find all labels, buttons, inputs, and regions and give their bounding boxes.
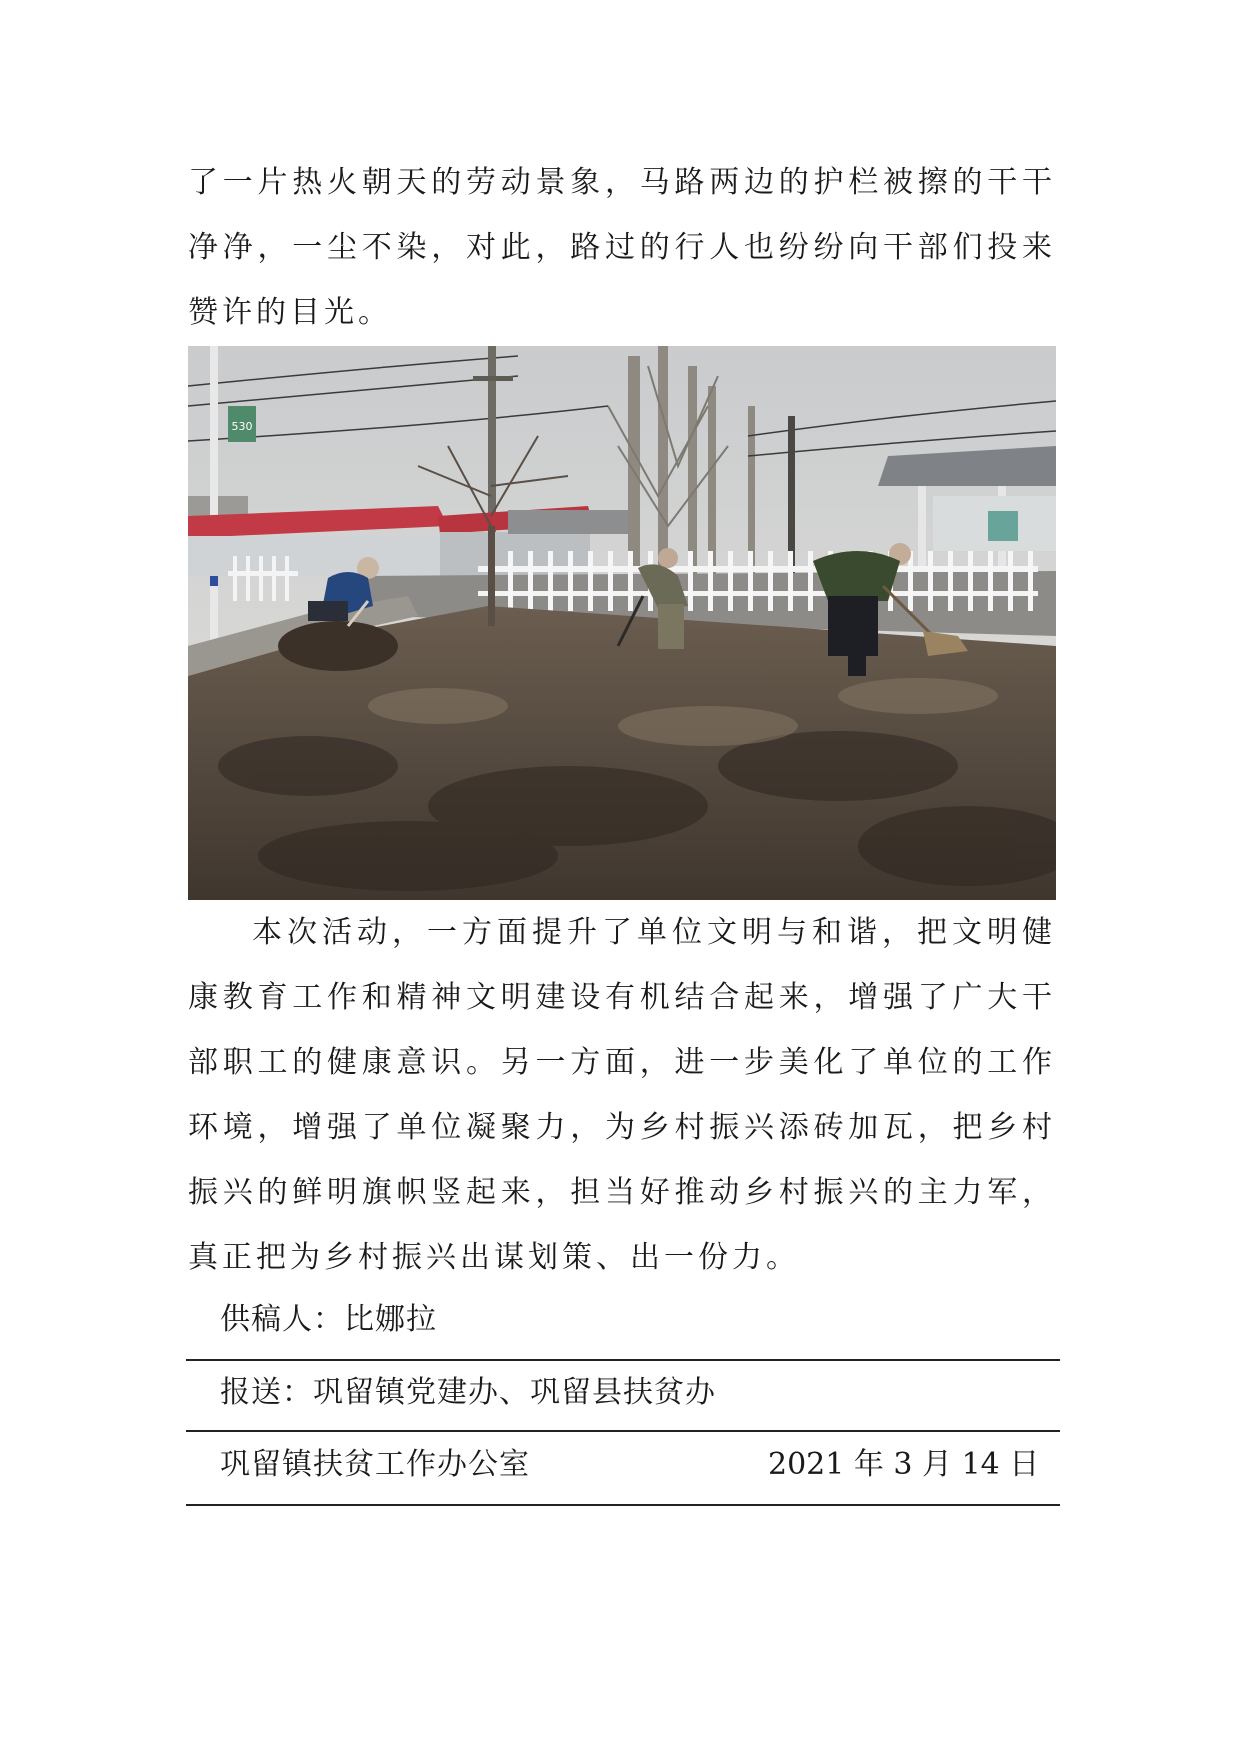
- divider-line: [186, 1504, 1060, 1506]
- paragraph-continued: 了一片热火朝天的劳动景象，马路两边的护栏被擦的干干净净，一尘不染，对此，路过的行人也纷纷向干部们投来赞许的目光。: [188, 165, 1056, 330]
- road-sign-number: 530: [231, 420, 253, 433]
- recipients-line: 报送：巩留镇党建办、巩留县扶贫办: [220, 1375, 716, 1410]
- paragraph-summary: 本次活动，一方面提升了单位文明与和谐，把文明健康教育工作和精神文明建设有机结合起来，增强了广大干部职工的健康意识。另一方面，进一步美化了单位的工作环境，增强了单位凝聚力，为乡村振兴添砖加瓦，把乡村振兴的鲜明旗帜竖起来，担当好推动乡村振兴的主力军，真正把为乡村振兴出谋划策、出一份力。: [188, 915, 1056, 1275]
- issuing-office: 巩留镇扶贫工作办公室: [220, 1447, 530, 1482]
- divider-line: [186, 1359, 1060, 1361]
- divider-line: [186, 1430, 1060, 1432]
- photo-volunteers-cleaning: [188, 346, 1056, 900]
- issue-date: 2021 年 3 月 14 日: [768, 1447, 1040, 1482]
- contributor-line: 供稿人：比娜拉: [220, 1302, 437, 1337]
